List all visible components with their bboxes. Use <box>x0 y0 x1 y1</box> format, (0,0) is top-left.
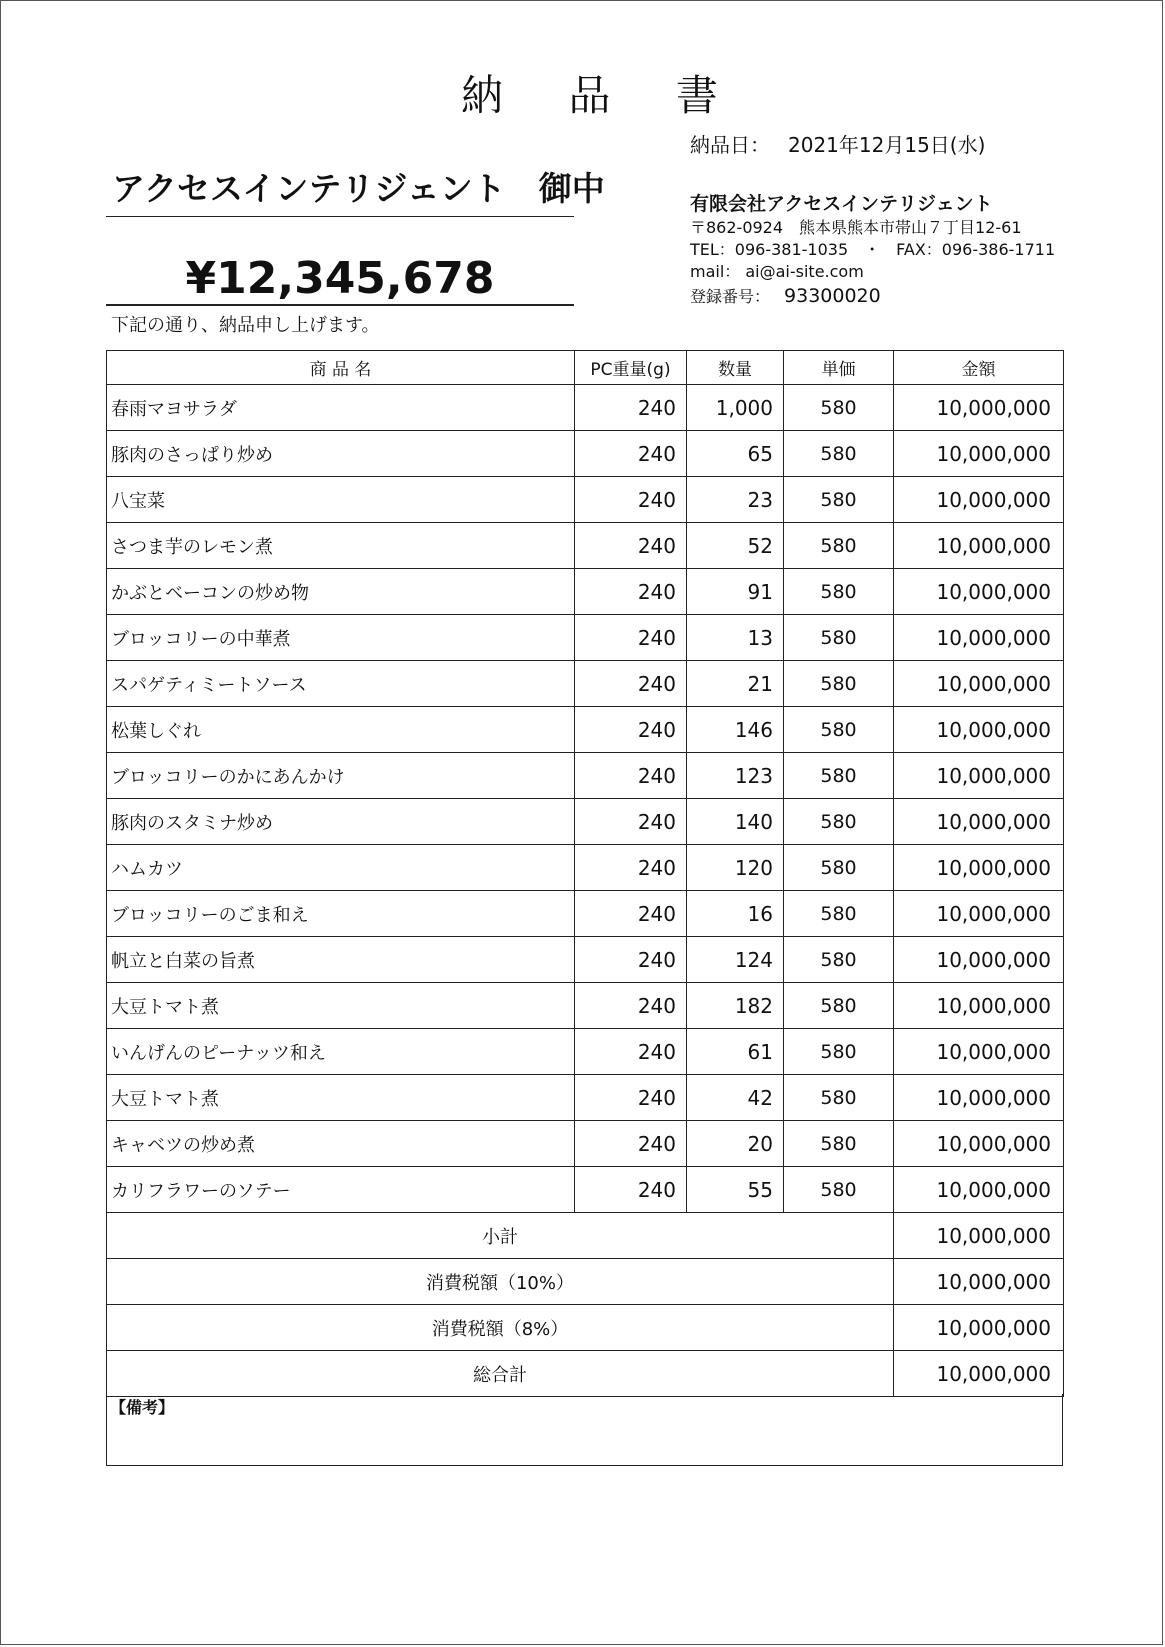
remarks-box <box>106 1394 1063 1466</box>
tax10-row <box>107 1259 1064 1305</box>
item-amount: 10,000,000 <box>894 661 1064 707</box>
registration-number: 93300020 <box>784 285 881 307</box>
table-row <box>107 983 1064 1029</box>
item-name: 大豆トマト煮 <box>107 1075 575 1121</box>
item-amount: 10,000,000 <box>894 615 1064 661</box>
grand-total-row <box>107 1351 1064 1397</box>
item-name: スパゲティミートソース <box>107 661 575 707</box>
item-amount: 10,000,000 <box>894 1121 1064 1167</box>
remarks-label: 【備考】 <box>110 1398 175 1417</box>
company-address: 〒862-0924 熊本県熊本市帯山７丁目12-61 <box>690 218 1022 237</box>
page-title: 納 品 書 <box>461 71 744 120</box>
item-unit-price: 580 <box>784 707 894 753</box>
item-amount: 10,000,000 <box>894 1029 1064 1075</box>
item-name: 帆立と白菜の旨煮 <box>107 937 575 983</box>
item-quantity: 91 <box>687 569 784 615</box>
item-name: さつま芋のレモン煮 <box>107 523 575 569</box>
item-quantity: 182 <box>687 983 784 1029</box>
item-weight: 240 <box>575 799 687 845</box>
item-weight: 240 <box>575 1075 687 1121</box>
company-name: 有限会社アクセスインテリジェント <box>690 193 993 215</box>
tax8-row <box>107 1305 1064 1351</box>
item-amount: 10,000,000 <box>894 753 1064 799</box>
item-quantity: 124 <box>687 937 784 983</box>
item-unit-price: 580 <box>784 385 894 431</box>
table-row <box>107 615 1064 661</box>
item-unit-price: 580 <box>784 569 894 615</box>
item-amount: 10,000,000 <box>894 477 1064 523</box>
item-weight: 240 <box>575 983 687 1029</box>
item-name: カリフラワーのソテー <box>107 1167 575 1213</box>
item-quantity: 140 <box>687 799 784 845</box>
item-amount: 10,000,000 <box>894 983 1064 1029</box>
item-amount: 10,000,000 <box>894 385 1064 431</box>
item-quantity: 23 <box>687 477 784 523</box>
item-unit-price: 580 <box>784 937 894 983</box>
table-row <box>107 891 1064 937</box>
delivery-date-value: 2021年12月15日(水) <box>788 133 986 157</box>
item-quantity: 146 <box>687 707 784 753</box>
header-quantity: 数量 <box>687 351 784 385</box>
grand-total-label: 総合計 <box>107 1351 894 1397</box>
delivery-date-label: 納品日： <box>690 133 770 157</box>
item-name: いんげんのピーナッツ和え <box>107 1029 575 1075</box>
table-row <box>107 385 1064 431</box>
company-registration <box>690 283 1110 310</box>
item-weight: 240 <box>575 431 687 477</box>
item-unit-price: 580 <box>784 1075 894 1121</box>
table-row <box>107 845 1064 891</box>
header-name: 商 品 名 <box>107 351 575 385</box>
intro-text: 下記の通り、納品申し上げます。 <box>111 315 380 336</box>
item-weight: 240 <box>575 615 687 661</box>
company-phone-fax: TEL：096-381-1035 ・ FAX：096-386-1711 <box>690 240 1056 259</box>
item-quantity: 20 <box>687 1121 784 1167</box>
item-name: 松葉しぐれ <box>107 707 575 753</box>
item-amount: 10,000,000 <box>894 937 1064 983</box>
table-row <box>107 1075 1064 1121</box>
item-name: キャベツの炒め煮 <box>107 1121 575 1167</box>
item-quantity: 16 <box>687 891 784 937</box>
delivery-date <box>690 131 985 159</box>
table-row <box>107 753 1064 799</box>
item-unit-price: 580 <box>784 615 894 661</box>
item-weight: 240 <box>575 707 687 753</box>
item-weight: 240 <box>575 385 687 431</box>
header-weight: PC重量(g) <box>575 351 687 385</box>
item-quantity: 21 <box>687 661 784 707</box>
item-unit-price: 580 <box>784 1167 894 1213</box>
table-row <box>107 1121 1064 1167</box>
item-quantity: 55 <box>687 1167 784 1213</box>
table-row <box>107 477 1064 523</box>
item-amount: 10,000,000 <box>894 845 1064 891</box>
item-name: 春雨マヨサラダ <box>107 385 575 431</box>
company-mail: mail： ai@ai-site.com <box>690 262 864 281</box>
item-unit-price: 580 <box>784 845 894 891</box>
tax8-value: 10,000,000 <box>894 1305 1064 1351</box>
table-row <box>107 569 1064 615</box>
item-weight: 240 <box>575 891 687 937</box>
registration-label: 登録番号： <box>690 287 771 306</box>
item-name: ブロッコリーの中華煮 <box>107 615 575 661</box>
item-unit-price: 580 <box>784 477 894 523</box>
item-quantity: 61 <box>687 1029 784 1075</box>
item-name: ブロッコリーのかにあんかけ <box>107 753 575 799</box>
item-weight: 240 <box>575 523 687 569</box>
item-quantity: 1,000 <box>687 385 784 431</box>
item-unit-price: 580 <box>784 1121 894 1167</box>
item-amount: 10,000,000 <box>894 523 1064 569</box>
item-unit-price: 580 <box>784 661 894 707</box>
subtotal-label: 小計 <box>107 1213 894 1259</box>
item-quantity: 42 <box>687 1075 784 1121</box>
tax8-label: 消費税額（8%） <box>107 1305 894 1351</box>
item-amount: 10,000,000 <box>894 431 1064 477</box>
tax10-value: 10,000,000 <box>894 1259 1064 1305</box>
item-name: 豚肉のさっぱり炒め <box>107 431 575 477</box>
table-row <box>107 1029 1064 1075</box>
item-name: かぶとベーコンの炒め物 <box>107 569 575 615</box>
item-unit-price: 580 <box>784 753 894 799</box>
item-unit-price: 580 <box>784 983 894 1029</box>
header-unit-price: 単価 <box>784 351 894 385</box>
subtotal-row <box>107 1213 1064 1259</box>
table-row <box>107 1167 1064 1213</box>
item-name: ハムカツ <box>107 845 575 891</box>
table-header-row <box>107 351 1064 385</box>
table-row <box>107 707 1064 753</box>
item-quantity: 52 <box>687 523 784 569</box>
item-weight: 240 <box>575 1121 687 1167</box>
item-unit-price: 580 <box>784 799 894 845</box>
item-weight: 240 <box>575 845 687 891</box>
item-name: 八宝菜 <box>107 477 575 523</box>
items-table <box>106 350 1064 1397</box>
item-amount: 10,000,000 <box>894 799 1064 845</box>
grand-total-value: 10,000,000 <box>894 1351 1064 1397</box>
header-amount: 金額 <box>894 351 1064 385</box>
table-row <box>107 431 1064 477</box>
item-unit-price: 580 <box>784 891 894 937</box>
item-quantity: 120 <box>687 845 784 891</box>
item-unit-price: 580 <box>784 523 894 569</box>
table-row <box>107 523 1064 569</box>
item-quantity: 123 <box>687 753 784 799</box>
item-quantity: 13 <box>687 615 784 661</box>
item-amount: 10,000,000 <box>894 1075 1064 1121</box>
tax10-label: 消費税額（10%） <box>107 1259 894 1305</box>
item-name: 豚肉のスタミナ炒め <box>107 799 575 845</box>
item-weight: 240 <box>575 569 687 615</box>
total-amount: ¥12,345,678 <box>106 253 574 306</box>
item-amount: 10,000,000 <box>894 569 1064 615</box>
table-row <box>107 661 1064 707</box>
item-amount: 10,000,000 <box>894 891 1064 937</box>
item-unit-price: 580 <box>784 1029 894 1075</box>
item-amount: 10,000,000 <box>894 1167 1064 1213</box>
item-weight: 240 <box>575 1167 687 1213</box>
recipient-name: アクセスインテリジェント 御中 <box>106 165 574 217</box>
table-row <box>107 799 1064 845</box>
item-quantity: 65 <box>687 431 784 477</box>
item-name: ブロッコリーのごま和え <box>107 891 575 937</box>
item-weight: 240 <box>575 937 687 983</box>
table-row <box>107 937 1064 983</box>
item-name: 大豆トマト煮 <box>107 983 575 1029</box>
item-weight: 240 <box>575 1029 687 1075</box>
subtotal-value: 10,000,000 <box>894 1213 1064 1259</box>
item-weight: 240 <box>575 661 687 707</box>
item-weight: 240 <box>575 753 687 799</box>
issuer-company <box>690 191 1110 310</box>
item-weight: 240 <box>575 477 687 523</box>
item-unit-price: 580 <box>784 431 894 477</box>
item-amount: 10,000,000 <box>894 707 1064 753</box>
